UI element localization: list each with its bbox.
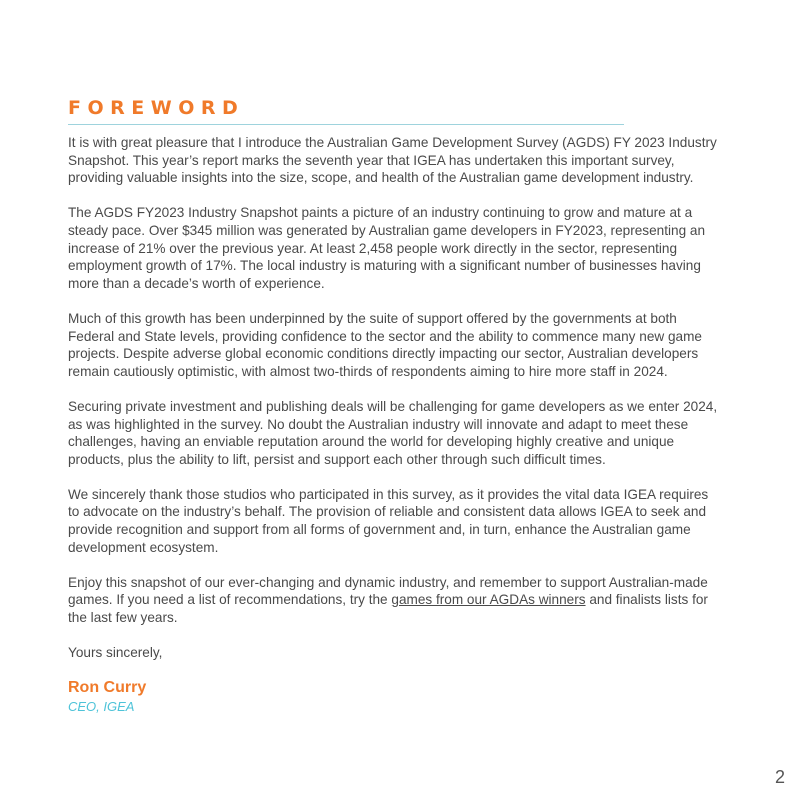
heading-divider [68, 124, 624, 125]
closing-salutation: Yours sincerely, [68, 645, 163, 661]
paragraph-enjoy [68, 574, 718, 627]
page-title: FOREWORD [68, 97, 245, 119]
signer-title: CEO, IGEA [68, 698, 135, 714]
paragraph-challenges: Securing private investment and publishing deals will be challenging for game developers as we enter 2024, as was highlighted in the survey. No doubt the Australian industry will innovate and adapt to meet these challenges, having an enviable reputation around the world for developing highly creative and unique products, plus the ability to lift, persist and support each other through such difficult times. [68, 398, 718, 467]
agda-winners-link[interactable]: games from our AGDAs winners [391, 592, 586, 608]
paragraph-enjoy-text-start: Enjoy this snapshot of our ever-changing and dynamic industry, and remember to support Australian-made games. If you need a list of recommendations, try the [68, 574, 708, 608]
signer-name: Ron Curry [68, 678, 147, 696]
paragraph-thanks: We sincerely thank those studios who participated in this survey, as it provides the vital data IGEA requires to advocate on the industry’s behalf. The provision of reliable and consistent data allows IGEA to seek and provide recognition and support from all forms of government and, in turn, enhance the Australian game development ecosystem. [68, 486, 709, 555]
paragraph-enjoy-text-end: and finalists lists for the last few years. [68, 592, 708, 626]
page-number: 2 [774, 767, 785, 787]
paragraph-intro: It is with great pleasure that I introduce the Australian Game Development Survey (AGDS) FY 2023 Industry Snapshot. This year’s report marks the seventh year that IGEA has undertaken this important survey, providing valuable insights into the size, scope, and health of the Australian game development industry. [68, 135, 717, 186]
paragraph-growth: The AGDS FY2023 Industry Snapshot paints a picture of an industry continuing to grow and mature at a steady pace. Over $345 million was generated by Australian game developers in FY2023, representing an increase of 21% over the previous year. At least 2,458 people work directly in the sector, representing employment growth of 17%. The local industry is maturing with a significant number of businesses having more than a decade’s worth of experience. [68, 205, 706, 291]
foreword-page [68, 98, 718, 715]
paragraph-support: Much of this growth has been underpinned by the suite of support offered by the governments at both Federal and State levels, providing confidence to the sector and the ability to commence many new game projects. Despite adverse global economic conditions directly impacting our sector, Australian developers remain cautiously optimistic, with almost two-thirds of respondents aiming to hire more staff in 2024. [68, 310, 702, 379]
